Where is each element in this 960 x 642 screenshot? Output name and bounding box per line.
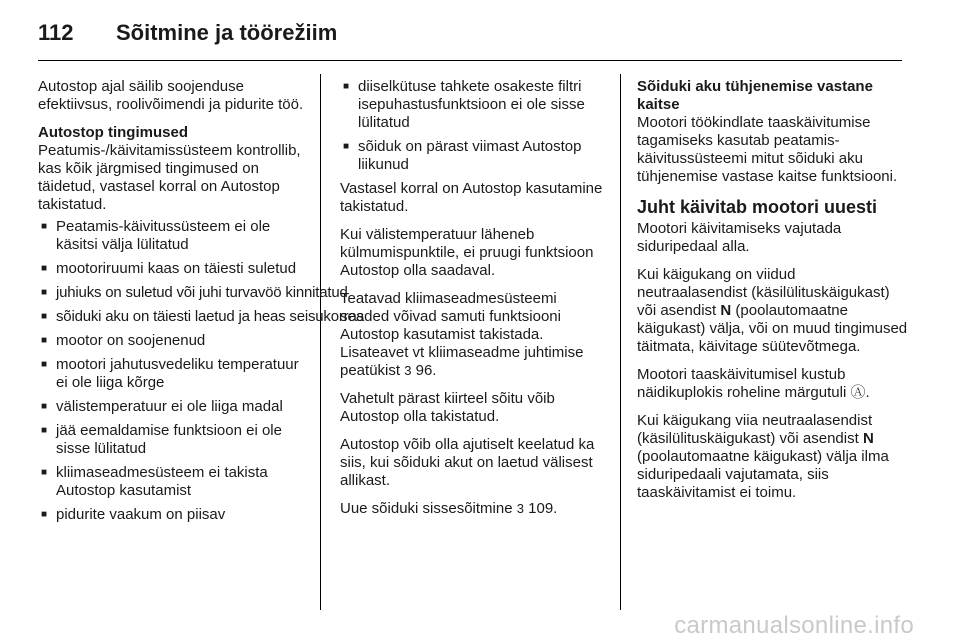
column-2 bbox=[340, 78, 608, 528]
paragraph: Autostop võib olla ajutiselt keelatud ka siis, kui sõiduki akut on laetud välisest allikast. bbox=[340, 436, 595, 489]
column-divider-2 bbox=[620, 74, 621, 610]
gear-n-label: N bbox=[720, 302, 732, 319]
list-item: ■ mootori jahutusvedeliku temperatuur ei ole liiga kõrge bbox=[38, 356, 308, 392]
list-item: ■ Peatamis-käivitussüsteem ei ole käsitsi välja lülitatud bbox=[38, 218, 308, 254]
battery-heading: Sõiduki aku tühjenemise vastane kaitse bbox=[637, 78, 873, 113]
restart-text: (poolautomaatne käigukast) välja ilma siduripedaali vajutamata, siis taaskäivitamist ei toimu. bbox=[637, 448, 889, 501]
list-item: ■ sõiduki aku on täiesti laetud ja heas seisukorras bbox=[38, 308, 308, 326]
list-item: ■ sõiduk on pärast viimast Autostop liikunud bbox=[340, 138, 608, 174]
list-item: ■ diiselkütuse tahkete osakeste filtri isepuhastusfunktsioon ei ole sisse lülitatud bbox=[340, 78, 608, 132]
paragraph bbox=[340, 500, 608, 518]
page-reference-icon: 3 bbox=[516, 501, 524, 516]
page-reference-icon: 3 bbox=[404, 363, 412, 378]
breakin-text: Uue sõiduki sissesõitmine bbox=[340, 500, 513, 517]
battery-section bbox=[637, 78, 909, 186]
restart-text: Kui käigukang viia neutraalasendist (käsilülituskäigukast) või asendist bbox=[637, 412, 873, 447]
restart-text: (poolautomaatne käigukast) välja, või on muud tingimused täitmata, käivitage süütevõtmega. bbox=[637, 302, 908, 355]
paragraph: Vastasel korral on Autostop kasutamine takistatud. bbox=[340, 180, 603, 215]
gear-n-label: N bbox=[862, 430, 874, 447]
intro-paragraph: Autostop ajal säilib soojenduse efektiivsus, roolivõimendi ja pidurite töö. bbox=[38, 78, 304, 113]
list-item: ■ pidurite vaakum on piisav bbox=[38, 506, 308, 524]
column-divider-1 bbox=[320, 74, 321, 610]
list-item: ■ mootoriruumi kaas on täiesti suletud bbox=[38, 260, 308, 278]
paragraph bbox=[637, 412, 909, 502]
paragraph bbox=[340, 290, 608, 380]
conditions-intro: Peatumis-/käivitamissüsteem kontrollib, kas kõik järgmised tingimused on täidetud, vastasel korral on Autostop takistatud. bbox=[38, 142, 301, 213]
paragraph bbox=[637, 366, 909, 402]
paragraph bbox=[637, 266, 909, 356]
page-header bbox=[38, 20, 337, 50]
conditions-list bbox=[38, 218, 364, 524]
column-3 bbox=[637, 78, 909, 512]
battery-text: Mootori töökindlate taaskäivitumise tagamiseks kasutab peatamis-käivitussüsteemi mitut sõiduki aku tühjenemise vastase kaitse funktsiooni. bbox=[637, 114, 898, 185]
autostop-indicator-icon: Ⓐ. bbox=[850, 384, 870, 401]
conditions-list-continued bbox=[340, 78, 608, 174]
watermark: carmanualsonline.info bbox=[674, 612, 914, 639]
list-item: ■ jää eemaldamise funktsioon ei ole sisse lülitatud bbox=[38, 422, 308, 458]
paragraph: Kui välistemperatuur läheneb külmumispunktile, ei pruugi funktsioon Autostop olla saadaval. bbox=[340, 226, 594, 279]
page-reference[interactable]: 96. bbox=[415, 362, 437, 379]
restart-text: Kui käigukang on viidud neutraalasendist (käsilülituskäigukast) või asendist bbox=[637, 266, 890, 319]
list-item: ■ juhiuks on suletud või juhi turvavöö kinnitatud bbox=[38, 284, 308, 302]
conditions-heading: Autostop tingimused bbox=[38, 124, 188, 141]
climate-text: Teatavad kliimaseadmesüsteemi seaded võivad samuti funktsiooni Autostop kasutamist takistada. Lisateavet vt kliimaseadme juhtimise peatükist bbox=[340, 290, 584, 379]
list-item: ■ kliimaseadmesüsteem ei takista Autostop kasutamist bbox=[38, 464, 308, 500]
list-item: ■ välistemperatuur ei ole liiga madal bbox=[38, 398, 308, 416]
restart-heading: Juht käivitab mootori uuesti bbox=[637, 197, 878, 217]
paragraph: Mootori käivitamiseks vajutada siduripedaal alla. bbox=[637, 220, 842, 255]
page-reference[interactable]: 109. bbox=[528, 500, 558, 517]
conditions-section bbox=[38, 124, 308, 214]
column-1 bbox=[38, 78, 364, 530]
page-number: 112 bbox=[38, 20, 74, 45]
indicator-text: Mootori taaskäivitumisel kustub näidikuplokis roheline märgutuli bbox=[637, 366, 847, 401]
page-title: Sõitmine ja töörežiim bbox=[116, 20, 338, 45]
paragraph: Vahetult pärast kiirteel sõitu võib Autostop olla takistatud. bbox=[340, 390, 555, 425]
list-item: ■ mootor on soojenenud bbox=[38, 332, 308, 350]
header-rule bbox=[38, 60, 902, 61]
